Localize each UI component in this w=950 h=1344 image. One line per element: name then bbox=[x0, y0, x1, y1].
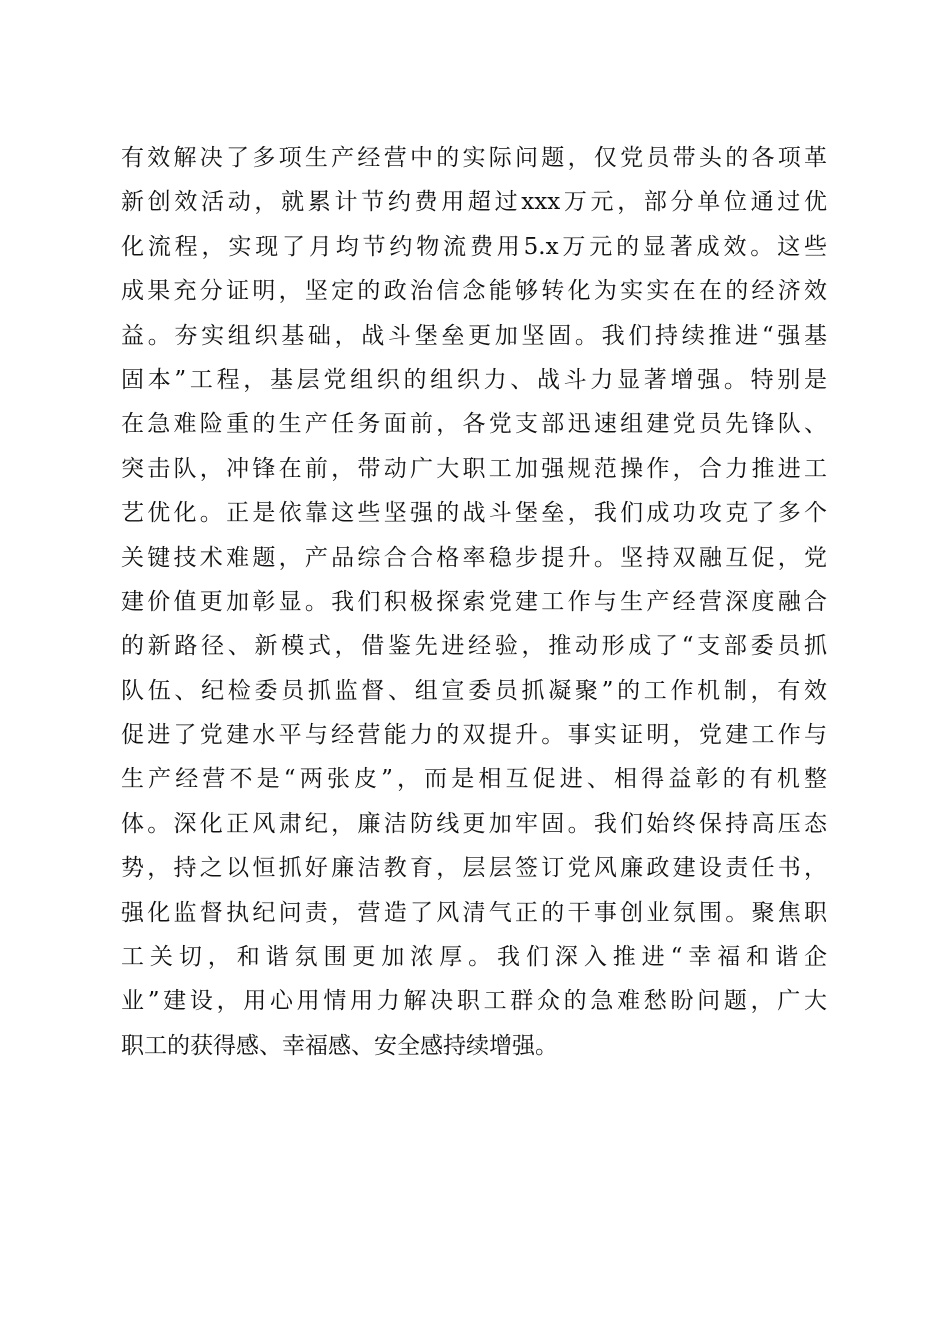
text-line: 艺优化。正是依靠这些坚强的战斗堡垒，我们成功攻克了多个 bbox=[121, 500, 827, 527]
text-line: 成果充分证明，坚定的政治信念能够转化为实实在在的经济效 bbox=[121, 278, 827, 305]
body-paragraph bbox=[121, 136, 827, 1068]
text-line: 工关切，和谐氛围更加浓厚。我们深入推进“幸福和谐企 bbox=[121, 944, 827, 971]
text-line: 建价值更加彰显。我们积极探索党建工作与生产经营深度融合 bbox=[121, 588, 827, 615]
text-line: 队伍、纪检委员抓监督、组宣委员抓凝聚”的工作机制，有效 bbox=[121, 677, 827, 704]
text-line: 化流程，实现了月均节约物流费用5.x万元的显著成效。这些 bbox=[121, 233, 827, 260]
text-line: 促进了党建水平与经营能力的双提升。事实证明，党建工作与 bbox=[121, 722, 827, 749]
text-line: 业”建设，用心用情用力解决职工群众的急难愁盼问题，广大 bbox=[121, 988, 827, 1015]
text-line: 的新路径、新模式，借鉴先进经验，推动形成了“支部委员抓 bbox=[121, 633, 827, 660]
text-line: 新创效活动，就累计节约费用超过xxx万元，部分单位通过优 bbox=[121, 189, 827, 216]
text-line: 势，持之以恒抓好廉洁教育，层层签订党风廉政建设责任书， bbox=[121, 855, 827, 882]
text-line: 强化监督执纪问责，营造了风清气正的干事创业氛围。聚焦职 bbox=[121, 899, 827, 926]
text-line: 关键技术难题，产品综合合格率稳步提升。坚持双融互促，党 bbox=[121, 544, 827, 571]
text-line: 在急难险重的生产任务面前，各党支部迅速组建党员先锋队、 bbox=[121, 411, 827, 438]
text-line: 益。夯实组织基础，战斗堡垒更加坚固。我们持续推进“强基 bbox=[121, 322, 827, 349]
text-line: 有效解决了多项生产经营中的实际问题，仅党员带头的各项革 bbox=[121, 145, 827, 171]
text-line: 固本”工程，基层党组织的组织力、战斗力显著增强。特别是 bbox=[121, 366, 827, 393]
text-line: 体。深化正风肃纪，廉洁防线更加牢固。我们始终保持高压态 bbox=[121, 810, 827, 837]
text-line: 生产经营不是“两张皮”，而是相互促进、相得益彰的有机整 bbox=[121, 766, 827, 793]
text-line: 突击队，冲锋在前，带动广大职工加强规范操作，合力推进工 bbox=[121, 455, 827, 482]
text-line-last: 职工的获得感、幸福感、安全感持续增强。 bbox=[121, 1032, 558, 1059]
